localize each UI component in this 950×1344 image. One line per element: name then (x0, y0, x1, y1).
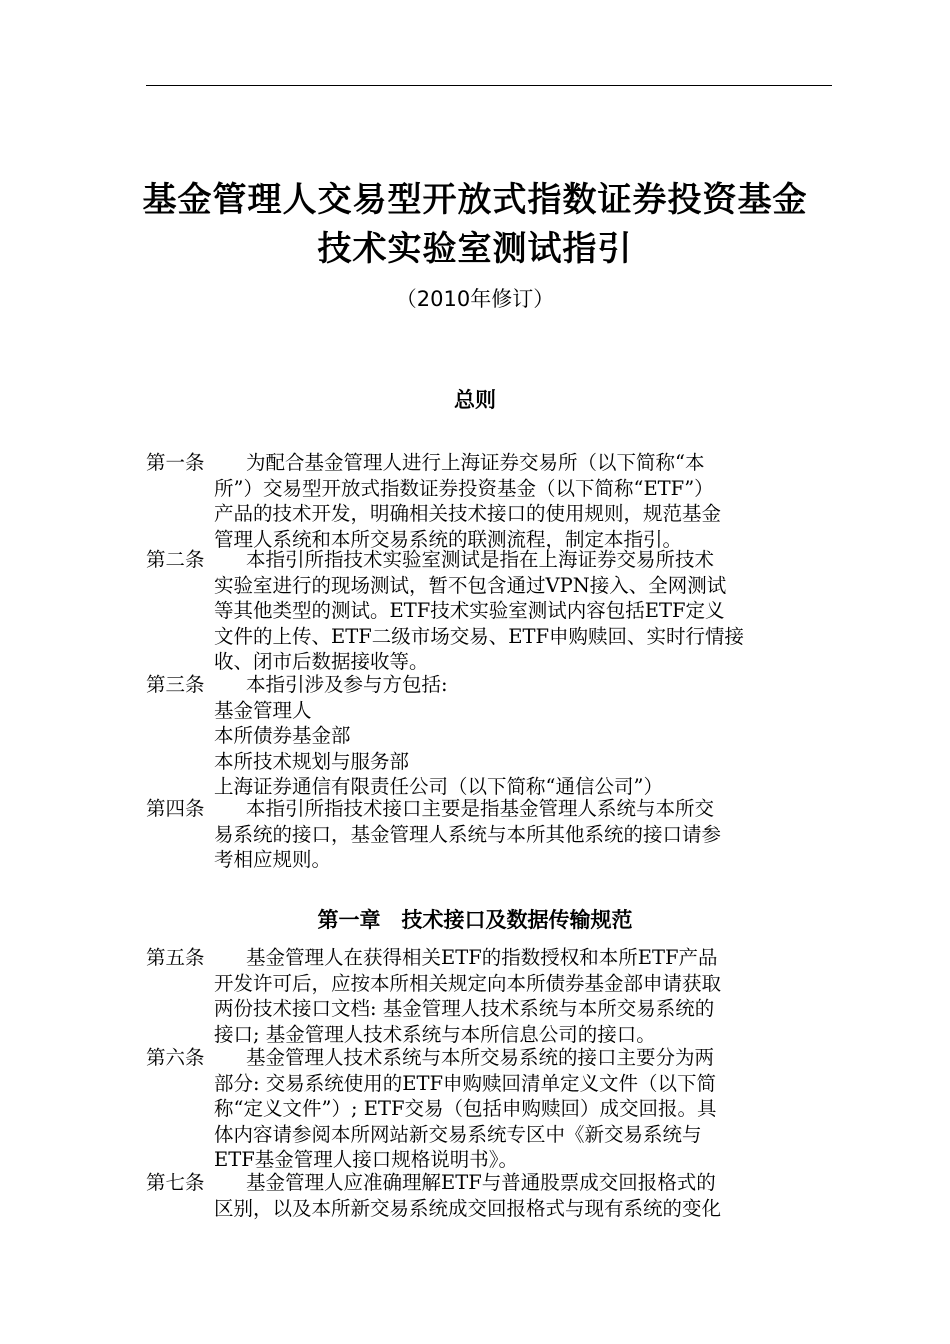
article-line (146, 822, 832, 848)
article-text: 部分: 交易系统使用的ETF申购赎回清单定义文件（以下简 (214, 1071, 717, 1095)
article-line (146, 1022, 832, 1048)
article-text: 本指引所指技术接口主要是指基金管理人系统与本所交 (246, 797, 715, 820)
article-line (146, 796, 832, 822)
article-line (146, 649, 832, 675)
article-line (146, 1170, 832, 1196)
article-line (146, 547, 832, 573)
article-line (146, 1147, 832, 1173)
article-line (146, 847, 832, 873)
article-text: 基金管理人技术系统与本所交易系统的接口主要分为两 (246, 1046, 715, 1069)
article-2 (146, 547, 832, 675)
article-5 (146, 945, 832, 1047)
article-line (146, 996, 832, 1022)
document-title-line1: 基金管理人交易型开放式指数证券投资基金 (142, 180, 808, 220)
article-line (146, 598, 832, 624)
article-3 (146, 672, 832, 800)
article-text: 收、闭市后数据接收等。 (214, 650, 429, 673)
article-text: 等其他类型的测试。ETF技术实验室测试内容包括ETF定义 (214, 599, 725, 622)
article-label: 第四条 (146, 797, 205, 820)
article-line (146, 501, 832, 527)
article-text: 所”）交易型开放式指数证券投资基金（以下简称“ETF”） (214, 476, 714, 500)
article-text: 本指引所指技术实验室测试是指在上海证券交易所技术 (246, 548, 715, 571)
article-text: 两份技术接口文档: 基金管理人技术系统与本所交易系统的 (214, 997, 715, 1020)
article-line (146, 573, 832, 599)
article-text: 基金管理人在获得相关ETF的指数授权和本所ETF产品 (246, 946, 718, 969)
article-6 (146, 1045, 832, 1173)
document-subtitle: （2010年修订） (395, 287, 555, 311)
article-text: 文件的上传、ETF二级市场交易、ETF申购赎回、实时行情接 (214, 624, 745, 648)
article-text: 开发许可后，应按本所相关规定向本所债券基金部申请获取 (214, 971, 722, 995)
article-text: 易系统的接口，基金管理人系统与本所其他系统的接口请参 (214, 822, 722, 846)
participant-item (146, 749, 832, 775)
article-text: 考相应规则。 (214, 848, 332, 871)
article-text: 本所债券基金部 (214, 724, 351, 747)
article-line (146, 624, 832, 650)
article-text: 实验室进行的现场测试，暂不包含通过VPN接入、全网测试 (214, 573, 727, 597)
article-line (146, 450, 832, 476)
article-text: 区别，以及本所新交易系统成交回报格式与现有系统的变化 (214, 1196, 722, 1220)
article-text: 本所技术规划与服务部 (214, 749, 410, 773)
article-label: 第六条 (146, 1046, 205, 1069)
article-label: 第七条 (146, 1171, 205, 1194)
article-line (146, 971, 832, 997)
document-title-line2: 技术实验室测试指引 (317, 229, 633, 269)
header-rule (146, 85, 832, 86)
article-text: 体内容请参阅本所网站新交易系统专区中《新交易系统与 (214, 1122, 702, 1146)
article-text: 为配合基金管理人进行上海证券交易所（以下简称“本 (246, 451, 705, 474)
participant-item (146, 698, 832, 724)
article-text: 管理人系统和本所交易系统的联测流程，制定本指引。 (214, 527, 683, 551)
article-line (146, 1196, 832, 1222)
article-7 (146, 1170, 832, 1221)
article-label: 第五条 (146, 946, 205, 969)
article-text: 上海证券通信有限责任公司（以下简称“通信公司”） (214, 775, 663, 798)
article-line (146, 672, 832, 698)
article-line (146, 1122, 832, 1148)
article-text: ETF基金管理人接口规格说明书》。 (214, 1148, 519, 1171)
article-text: 产品的技术开发，明确相关技术接口的使用规则，规范基金 (214, 502, 722, 525)
article-line (146, 945, 832, 971)
section-heading-general: 总则 (454, 388, 496, 412)
participant-item (146, 723, 832, 749)
article-label: 第三条 (146, 673, 205, 696)
chapter-heading-1: 第一章 技术接口及数据传输规范 (317, 908, 633, 932)
article-label: 第二条 (146, 548, 205, 571)
article-1 (146, 450, 832, 552)
article-text: 接口; 基金管理人技术系统与本所信息公司的接口。 (214, 1022, 656, 1046)
article-line (146, 476, 832, 502)
article-line (146, 1071, 832, 1097)
article-text: 基金管理人 (214, 698, 312, 722)
article-text: 基金管理人应准确理解ETF与普通股票成交回报格式的 (246, 1171, 716, 1194)
article-text: 称“定义文件”）; ETF交易（包括申购赎回）成交回报。具 (214, 1097, 717, 1120)
article-label: 第一条 (146, 451, 205, 474)
article-line (146, 1045, 832, 1071)
article-text: 本指引涉及参与方包括: (246, 673, 448, 696)
article-4 (146, 796, 832, 873)
article-line (146, 1096, 832, 1122)
